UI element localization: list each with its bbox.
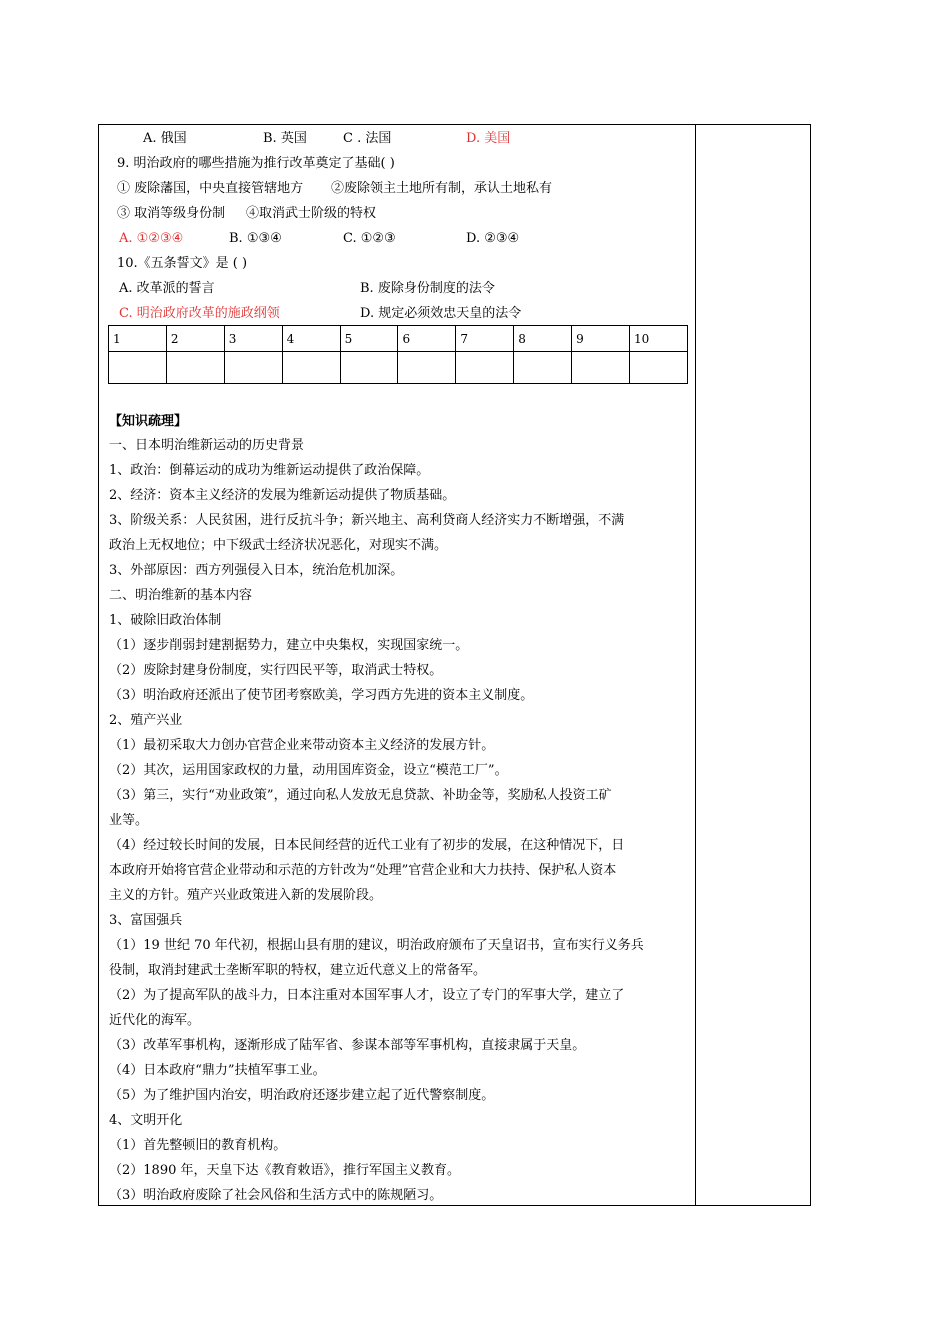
answer-header-cell: 5 bbox=[340, 326, 398, 352]
q9-option-b: B. ①③④ bbox=[229, 231, 282, 246]
answer-blank-cell[interactable] bbox=[282, 352, 340, 384]
knowledge-line: （1）19 世纪 70 年代初，根据山县有朋的建议，明治政府颁布了天皇诏书，宣布实行义务兵 bbox=[109, 938, 644, 953]
knowledge-line: （4）日本政府“鼎力”扶植军事工业。 bbox=[109, 1063, 326, 1078]
answer-header-cell: 6 bbox=[398, 326, 456, 352]
q8-option-b: B. 英国 bbox=[263, 131, 307, 146]
knowledge-line: 政治上无权地位；中下级武士经济状况恶化，对现实不满。 bbox=[109, 538, 448, 553]
answer-header-cell: 8 bbox=[514, 326, 572, 352]
knowledge-line: 3、富国强兵 bbox=[109, 913, 183, 928]
q8-option-a: A. 俄国 bbox=[143, 131, 187, 146]
worksheet-frame bbox=[98, 124, 811, 1206]
answer-blank-cell[interactable] bbox=[340, 352, 398, 384]
q9-question: 9. 明治政府的哪些措施为推行改革奠定了基础( ) bbox=[117, 156, 395, 171]
knowledge-line: （1）逐步削弱封建割据势力，建立中央集权，实现国家统一。 bbox=[109, 638, 469, 653]
answer-header-cell: 3 bbox=[224, 326, 282, 352]
knowledge-line: 2、殖产兴业 bbox=[109, 713, 183, 728]
answer-blank-cell[interactable] bbox=[166, 352, 224, 384]
knowledge-line: （1）首先整顿旧的教育机构。 bbox=[109, 1138, 287, 1153]
knowledge-line: 主义的方针。殖产兴业政策进入新的发展阶段。 bbox=[109, 888, 383, 903]
knowledge-line: 3、阶级关系：人民贫困，进行反抗斗争；新兴地主、高利贷商人经济实力不断增强，不满 bbox=[109, 513, 625, 528]
answer-table bbox=[108, 325, 688, 384]
knowledge-body bbox=[109, 433, 689, 1208]
answer-header-cell: 1 bbox=[109, 326, 167, 352]
q9-item-2: ②废除领主土地所有制，承认土地私有 bbox=[331, 181, 553, 196]
answer-header-cell: 2 bbox=[166, 326, 224, 352]
knowledge-line: 1、破除旧政治体制 bbox=[109, 613, 222, 628]
knowledge-line: （2）废除封建身份制度，实行四民平等，取消武士特权。 bbox=[109, 663, 443, 678]
answer-blank-cell[interactable] bbox=[224, 352, 282, 384]
knowledge-line: 3、外部原因：西方列强侵入日本，统治危机加深。 bbox=[109, 563, 404, 578]
q9-option-a-answer: A. ①②③④ bbox=[119, 231, 184, 246]
knowledge-line: （3）第三，实行“劝业政策”，通过向私人发放无息贷款、补助金等，奖励私人投资工矿 bbox=[109, 788, 612, 803]
knowledge-line: 4、文明开化 bbox=[109, 1113, 183, 1128]
knowledge-line: 一、日本明治维新运动的历史背景 bbox=[109, 438, 305, 453]
q8-option-c: C . 法国 bbox=[343, 131, 392, 146]
q9-item-1: ① 废除藩国，中央直接管辖地方 bbox=[117, 181, 304, 196]
q9-option-d: D. ②③④ bbox=[466, 231, 520, 246]
knowledge-line: 役制，取消封建武士垄断军职的特权，建立近代意义上的常备军。 bbox=[109, 963, 487, 978]
answer-blank-cell[interactable] bbox=[456, 352, 514, 384]
knowledge-line: （1）最初采取大力创办官营企业来带动资本主义经济的发展方针。 bbox=[109, 738, 495, 753]
q9-item-4: ④取消武士阶级的特权 bbox=[246, 206, 377, 221]
knowledge-line: （2）其次，运用国家政权的力量，动用国库资金，设立“模范工厂”。 bbox=[109, 763, 508, 778]
answer-blank-cell[interactable] bbox=[572, 352, 630, 384]
knowledge-line: （3）明治政府还派出了使节团考察欧美，学习西方先进的资本主义制度。 bbox=[109, 688, 534, 703]
knowledge-line: 1、政治：倒幕运动的成功为维新运动提供了政治保障。 bbox=[109, 463, 430, 478]
answer-blank-cell[interactable] bbox=[630, 352, 688, 384]
answer-header-cell: 4 bbox=[282, 326, 340, 352]
knowledge-line: （3）明治政府废除了社会风俗和生活方式中的陈规陋习。 bbox=[109, 1188, 443, 1203]
q10-option-a: A. 改革派的誓言 bbox=[119, 281, 215, 296]
q10-option-d: D. 规定必须效忠天皇的法令 bbox=[360, 306, 522, 321]
answer-header-cell: 9 bbox=[572, 326, 630, 352]
answer-blank-cell[interactable] bbox=[109, 352, 167, 384]
q9-option-c: C. ①②③ bbox=[343, 231, 396, 246]
answer-table-blank-row bbox=[109, 352, 688, 384]
knowledge-line: 业等。 bbox=[109, 813, 149, 828]
q10-option-b: B. 废除身份制度的法令 bbox=[360, 281, 495, 296]
knowledge-line: 本政府开始将官营企业带动和示范的方针改为“处理”官营企业和大力扶持、保护私人资本 bbox=[109, 863, 617, 878]
knowledge-line: 二、明治维新的基本内容 bbox=[109, 588, 253, 603]
knowledge-line: 2、经济：资本主义经济的发展为维新运动提供了物质基础。 bbox=[109, 488, 456, 503]
answer-header-cell: 10 bbox=[630, 326, 688, 352]
knowledge-line: （2）1890 年，天皇下达《教育敕语》，推行军国主义教育。 bbox=[109, 1163, 460, 1178]
knowledge-line: （5）为了维护国内治安，明治政府还逐步建立起了近代警察制度。 bbox=[109, 1088, 495, 1103]
answer-blank-cell[interactable] bbox=[398, 352, 456, 384]
knowledge-line: 近代化的海军。 bbox=[109, 1013, 201, 1028]
q10-option-c-answer: C. 明治政府改革的施政纲领 bbox=[119, 306, 280, 321]
notes-column-divider bbox=[695, 125, 696, 1205]
knowledge-line: （2）为了提高军队的战斗力，日本注重对本国军事人才，设立了专门的军事大学，建立了 bbox=[109, 988, 625, 1003]
answer-blank-cell[interactable] bbox=[514, 352, 572, 384]
answer-header-cell: 7 bbox=[456, 326, 514, 352]
q9-item-3: ③ 取消等级身份制 bbox=[117, 206, 226, 221]
q8-option-d-answer: D. 美国 bbox=[466, 131, 511, 146]
knowledge-line: （4）经过较长时间的发展，日本民间经营的近代工业有了初步的发展，在这种情况下，日 bbox=[109, 838, 625, 853]
q10-question: 10.《五条誓文》是 ( ) bbox=[117, 256, 248, 271]
knowledge-line: （3）改革军事机构，逐渐形成了陆军省、参谋本部等军事机构，直接隶属于天皇。 bbox=[109, 1038, 586, 1053]
answer-table-header-row bbox=[109, 326, 688, 352]
knowledge-heading: 【知识疏理】 bbox=[109, 414, 188, 429]
